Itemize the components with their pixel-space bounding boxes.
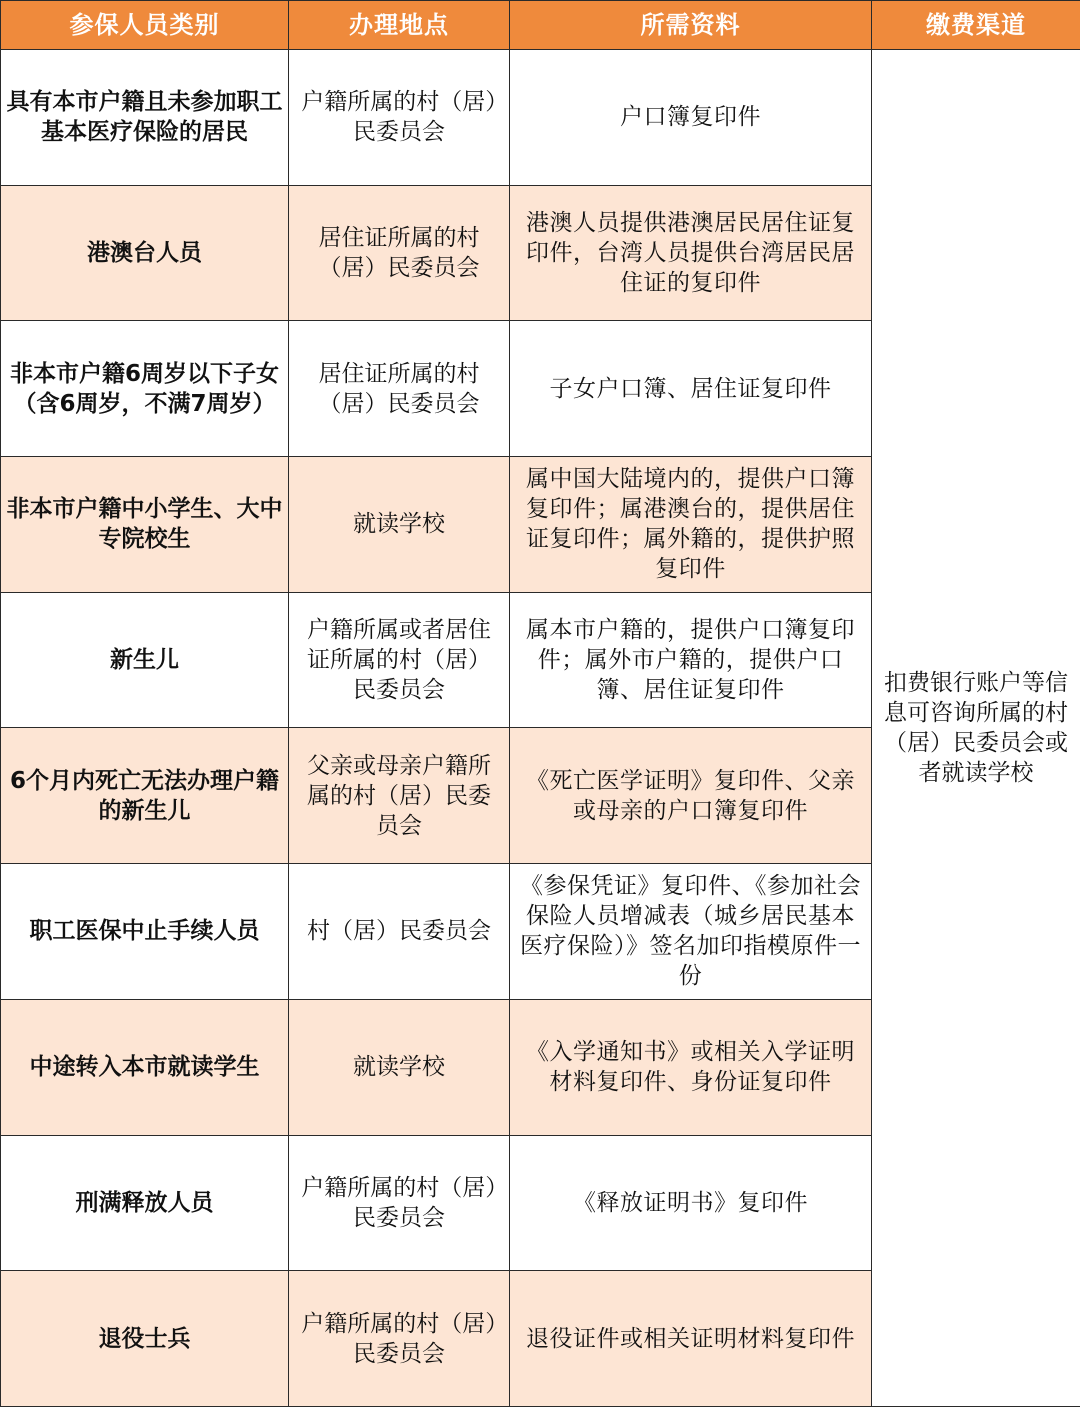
materials-cell: 《入学通知书》或相关入学证明材料复印件、身份证复印件 <box>510 999 872 1135</box>
header-row <box>1 1 1080 50</box>
materials-cell: 属中国大陆境内的，提供户口簿复印件；属港澳台的，提供居住证复印件；属外籍的，提供护照复印件 <box>510 457 872 593</box>
location-cell: 就读学校 <box>289 999 510 1135</box>
table-row <box>1 50 1080 186</box>
category-cell: 中途转入本市就读学生 <box>1 999 289 1135</box>
column-header-materials: 所需资料 <box>510 1 872 50</box>
category-cell: 6个月内死亡无法办理户籍的新生儿 <box>1 728 289 864</box>
payment-channel-cell: 扣费银行账户等信息可咨询所属的村（居）民委员会或者就读学校 <box>872 50 1080 1407</box>
location-cell: 户籍所属的村（居）民委员会 <box>289 1271 510 1407</box>
materials-cell: 《死亡医学证明》复印件、父亲或母亲的户口簿复印件 <box>510 728 872 864</box>
column-header-payment-channel: 缴费渠道 <box>872 1 1080 50</box>
location-cell: 户籍所属或者居住证所属的村（居）民委员会 <box>289 592 510 728</box>
location-cell: 就读学校 <box>289 457 510 593</box>
category-cell: 港澳台人员 <box>1 185 289 321</box>
materials-cell: 《释放证明书》复印件 <box>510 1135 872 1271</box>
location-cell: 居住证所属的村（居）民委员会 <box>289 321 510 457</box>
category-cell: 刑满释放人员 <box>1 1135 289 1271</box>
category-cell: 非本市户籍6周岁以下子女（含6周岁，不满7周岁） <box>1 321 289 457</box>
column-header-location: 办理地点 <box>289 1 510 50</box>
location-cell: 父亲或母亲户籍所属的村（居）民委员会 <box>289 728 510 864</box>
materials-cell: 港澳人员提供港澳居民居住证复印件，台湾人员提供台湾居民居住证的复印件 <box>510 185 872 321</box>
materials-cell: 《参保凭证》复印件、《参加社会保险人员增减表（城乡居民基本医疗保险）》签名加印指模原件一份 <box>510 864 872 1000</box>
materials-cell: 子女户口簿、居住证复印件 <box>510 321 872 457</box>
materials-cell: 属本市户籍的，提供户口簿复印件；属外市户籍的，提供户口簿、居住证复印件 <box>510 592 872 728</box>
table-header <box>1 1 1080 50</box>
materials-cell: 退役证件或相关证明材料复印件 <box>510 1271 872 1407</box>
category-cell: 退役士兵 <box>1 1271 289 1407</box>
category-cell: 具有本市户籍且未参加职工基本医疗保险的居民 <box>1 50 289 186</box>
location-cell: 户籍所属的村（居）民委员会 <box>289 50 510 186</box>
category-cell: 新生儿 <box>1 592 289 728</box>
location-cell: 户籍所属的村（居）民委员会 <box>289 1135 510 1271</box>
category-cell: 非本市户籍中小学生、大中专院校生 <box>1 457 289 593</box>
table-body <box>1 50 1080 1407</box>
materials-cell: 户口簿复印件 <box>510 50 872 186</box>
column-header-category: 参保人员类别 <box>1 1 289 50</box>
category-cell: 职工医保中止手续人员 <box>1 864 289 1000</box>
location-cell: 居住证所属的村（居）民委员会 <box>289 185 510 321</box>
location-cell: 村（居）民委员会 <box>289 864 510 1000</box>
